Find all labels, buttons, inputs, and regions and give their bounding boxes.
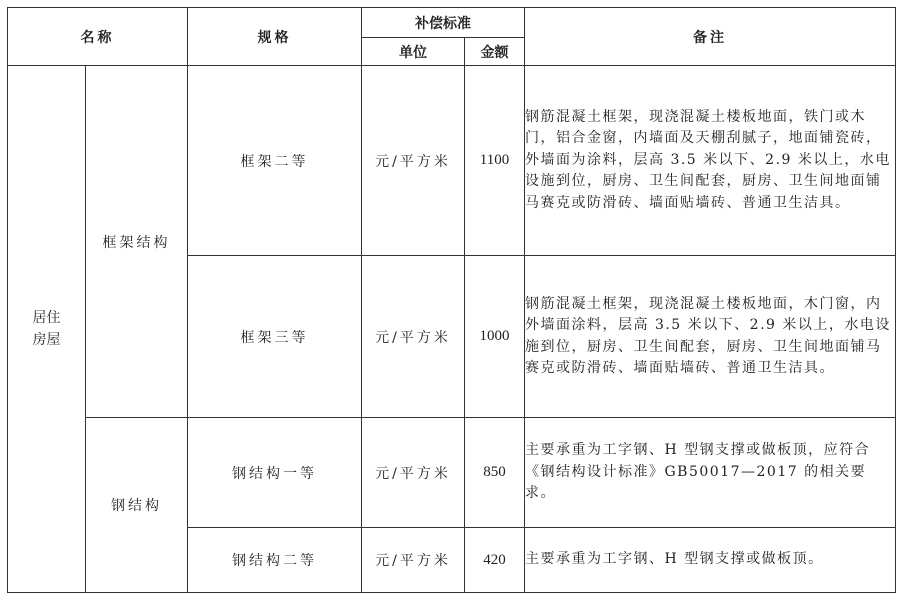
category-line-2: 房屋: [32, 332, 61, 348]
amount-cell: 1000: [465, 256, 525, 418]
spec-cell: 框架二等: [188, 66, 362, 256]
category-cell: [8, 66, 86, 593]
header-standard: 补偿标准: [362, 8, 525, 38]
unit-cell: 元/平方米: [362, 528, 465, 593]
compensation-table: [7, 7, 896, 593]
spec-cell: 框架三等: [188, 256, 362, 418]
amount-cell: 850: [465, 418, 525, 528]
header-spec: 规格: [188, 8, 362, 66]
remark-cell: 主要承重为工字钢、H 型钢支撑或做板顶，应符合《钢结构设计标准》GB50017—2017 的相关要求。: [525, 418, 896, 528]
spec-cell: 钢结构一等: [188, 418, 362, 528]
category-line-1: 居住: [32, 310, 61, 326]
amount-cell: 1100: [465, 66, 525, 256]
amount-cell: 420: [465, 528, 525, 593]
header-unit: 单位: [362, 38, 465, 66]
group-label-steel: 钢结构: [86, 418, 188, 593]
unit-cell: 元/平方米: [362, 256, 465, 418]
group-label-frame: 框架结构: [86, 66, 188, 418]
header-remark: 备注: [525, 8, 896, 66]
unit-cell: 元/平方米: [362, 418, 465, 528]
remark-cell: 钢筋混凝土框架，现浇混凝土楼板地面，木门窗，内外墙面涂料，层高 3.5 米以下、2.9 米以上，水电设施到位，厨房、卫生间配套，厨房、卫生间地面铺马赛克或防滑砖、墙面贴墙砖、普通卫生洁具。: [525, 256, 896, 418]
remark-cell: 钢筋混凝土框架，现浇混凝土楼板地面，铁门或木门，铝合金窗，内墙面及天棚刮腻子，地面铺瓷砖，外墙面为涂料，层高 3.5 米以下、2.9 米以上，水电设施到位，厨房、卫生间配套，厨房、卫生间地面铺马赛克或防滑砖、墙面贴墙砖、普通卫生洁具。: [525, 66, 896, 256]
header-name: 名称: [8, 8, 188, 66]
header-amount: 金额: [465, 38, 525, 66]
remark-cell: 主要承重为工字钢、H 型钢支撑或做板顶。: [525, 528, 896, 593]
unit-cell: 元/平方米: [362, 66, 465, 256]
spec-cell: 钢结构二等: [188, 528, 362, 593]
